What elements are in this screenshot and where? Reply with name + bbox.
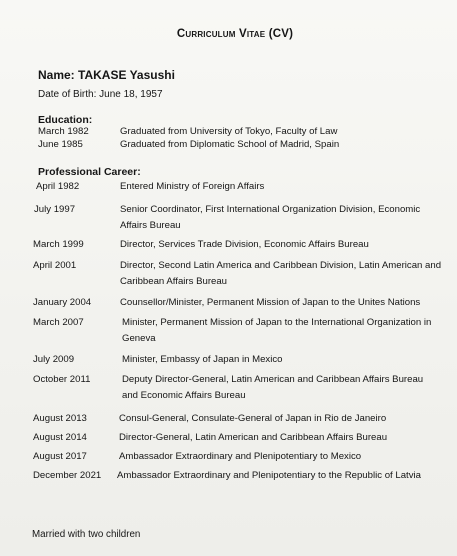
career-desc: Minister, Permanent Mission of Japan to the International Organization in Geneva bbox=[122, 317, 432, 344]
career-desc: Director, Services Trade Division, Economic Affairs Bureau bbox=[120, 239, 369, 250]
career-date: July 2009 bbox=[33, 354, 75, 365]
career-date: July 1997 bbox=[34, 204, 76, 215]
career-desc: Counsellor/Minister, Permanent Mission of Japan to the Unites Nations bbox=[120, 297, 421, 308]
career-heading: Professional Career: bbox=[38, 166, 141, 178]
career-desc: Ambassador Extraordinary and Plenipotentiary to Mexico bbox=[119, 451, 362, 462]
career-date: October 2011 bbox=[33, 374, 91, 385]
education-heading: Education: bbox=[38, 114, 93, 126]
education-desc: Graduated from University of Tokyo, Faculty of Law bbox=[120, 126, 338, 137]
career-date: March 1999 bbox=[33, 239, 84, 250]
career-desc: Deputy Director-General, Latin American and Caribbean Affairs Bureau and Economic Affairs Bureau bbox=[122, 374, 424, 401]
career-date: March 2007 bbox=[33, 317, 84, 328]
career-date: August 2017 bbox=[33, 451, 87, 462]
education-date: March 1982 bbox=[38, 126, 89, 137]
career-date: April 1982 bbox=[36, 181, 80, 192]
marital-status: Married with two children bbox=[32, 529, 141, 540]
career-desc: Minister, Embassy of Japan in Mexico bbox=[122, 354, 283, 365]
date-of-birth: Date of Birth: June 18, 1957 bbox=[38, 89, 163, 100]
career-desc: Senior Coordinator, First International Organization Division, Economic Affairs Bureau bbox=[120, 204, 421, 231]
career-date: August 2013 bbox=[33, 413, 87, 424]
career-date: August 2014 bbox=[33, 432, 87, 443]
career-date: December 2021 bbox=[33, 470, 102, 481]
career-desc: Ambassador Extraordinary and Plenipotentiary to the Republic of Latvia bbox=[117, 470, 421, 481]
person-name: Name: TAKASE Yasushi bbox=[38, 68, 175, 82]
career-desc: Director-General, Latin American and Caribbean Affairs Bureau bbox=[119, 432, 388, 443]
document-title: Curriculum Vitae (CV) bbox=[176, 28, 294, 40]
career-desc: Entered Ministry of Foreign Affairs bbox=[120, 181, 265, 192]
career-desc: Consul-General, Consulate-General of Japan in Rio de Janeiro bbox=[119, 413, 387, 424]
career-desc: Director, Second Latin America and Caribbean Division, Latin American and Caribbean Affairs Bureau bbox=[120, 260, 442, 287]
education-date: June 1985 bbox=[38, 139, 83, 150]
career-date: April 2001 bbox=[33, 260, 77, 271]
education-desc: Graduated from Diplomatic School of Madrid, Spain bbox=[120, 139, 340, 150]
career-date: January 2004 bbox=[33, 297, 92, 308]
